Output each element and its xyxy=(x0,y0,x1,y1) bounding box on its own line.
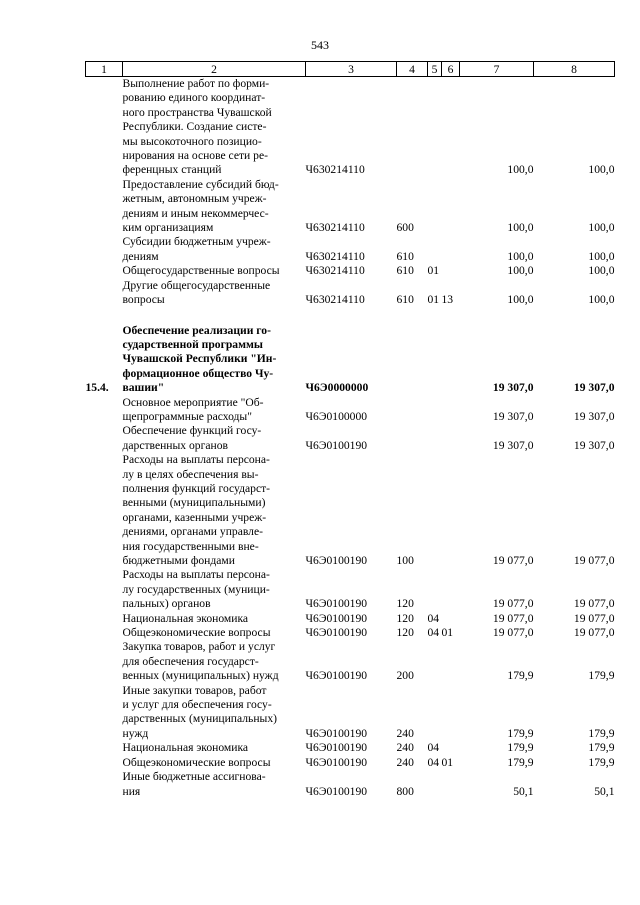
expense-type: 600 xyxy=(396,221,414,235)
row-number xyxy=(86,77,123,178)
table-body xyxy=(86,77,615,799)
subsection-code xyxy=(442,453,460,568)
header-col-4: 4 xyxy=(397,62,428,77)
table-row xyxy=(86,424,615,453)
target-article-code: Ч6Э0100190 xyxy=(305,597,368,611)
subsection-code xyxy=(442,568,460,611)
amount-col-7: 100,0 xyxy=(507,264,534,278)
row-name-line: ким организациям xyxy=(122,221,214,235)
row-name-line: вашии" xyxy=(122,381,165,395)
row-number xyxy=(86,235,123,264)
amount-col-7: 19 307,0 xyxy=(492,409,534,423)
expense-type xyxy=(397,77,428,178)
row-number xyxy=(86,640,123,683)
amount-col-8: 19 307,0 xyxy=(573,409,615,423)
row-name-line: щепрограммные расходы" xyxy=(122,409,252,423)
subsection-code xyxy=(442,235,460,264)
row-name-line: Расходы на выплаты персона- xyxy=(122,453,270,467)
amount-col-7: 179,9 xyxy=(507,726,534,740)
section-code xyxy=(428,77,442,178)
amount-col-8: 100,0 xyxy=(588,249,615,263)
row-name-line: Общеэкономические вопросы xyxy=(122,626,271,640)
table-row xyxy=(86,770,615,799)
expense-type xyxy=(397,324,428,396)
table-row xyxy=(86,568,615,611)
target-article-code: Ч6Э0100190 xyxy=(305,554,368,567)
row-name-line: ния xyxy=(122,784,141,798)
table-row xyxy=(86,279,615,308)
subsection-code xyxy=(442,77,460,178)
section-code xyxy=(428,178,442,236)
row-name-line: Общегосударственные вопросы xyxy=(122,264,280,278)
table-row xyxy=(86,77,615,178)
target-article-code: Ч6Э0100190 xyxy=(305,626,368,640)
row-name-line: ференцных станций xyxy=(122,163,222,177)
subsection-code xyxy=(442,640,460,683)
row-name xyxy=(123,684,306,742)
row-name-line: венными (муниципальными) xyxy=(122,496,266,510)
subsection-code xyxy=(442,770,460,799)
header-col-5: 5 xyxy=(428,62,442,77)
row-name xyxy=(123,626,306,640)
section-code: 01 xyxy=(427,264,440,278)
row-name-line: формационное общество Чу- xyxy=(122,366,274,380)
table-row xyxy=(86,396,615,425)
amount-col-7: 100,0 xyxy=(507,249,534,263)
target-article-code: Ч630214110 xyxy=(305,221,365,235)
subsection-code xyxy=(442,396,460,425)
table-header-row xyxy=(86,62,615,77)
amount-col-8: 19 307,0 xyxy=(573,438,615,452)
amount-col-7: 50,1 xyxy=(513,784,534,798)
row-name-line: дарственных органов xyxy=(122,438,228,452)
section-code: 04 xyxy=(427,626,440,640)
section-code xyxy=(428,453,442,568)
row-name xyxy=(123,424,306,453)
row-name-line: Обеспечение реализации го- xyxy=(122,323,271,337)
row-name-line: лу в целях обеспечения вы- xyxy=(122,467,259,481)
expense-type: 240 xyxy=(396,755,414,769)
row-number xyxy=(86,626,123,640)
row-name-line: Республики. Создание систе- xyxy=(122,120,267,134)
row-name-line: Иные закупки товаров, работ xyxy=(122,683,267,697)
row-name xyxy=(123,612,306,626)
row-number xyxy=(86,612,123,626)
expense-type: 100 xyxy=(396,554,414,567)
row-name-line: жетным, автономным учреж- xyxy=(122,192,267,206)
row-number xyxy=(86,279,123,308)
row-number xyxy=(86,178,123,236)
amount-col-8: 19 077,0 xyxy=(573,597,615,611)
section-code xyxy=(428,396,442,425)
row-name-line: дарственных (муниципальных) xyxy=(122,712,277,726)
table-row xyxy=(86,235,615,264)
row-name-line: Расходы на выплаты персона- xyxy=(122,568,270,582)
target-article-code: Ч6Э0100190 xyxy=(305,438,368,452)
row-number xyxy=(86,756,123,770)
row-name xyxy=(123,279,306,308)
amount-col-7: 179,9 xyxy=(507,755,534,769)
row-name xyxy=(123,178,306,236)
row-name xyxy=(123,453,306,568)
row-name-line: нирования на основе сети ре- xyxy=(122,149,268,163)
amount-col-7: 19 307,0 xyxy=(492,438,534,452)
amount-col-8: 19 077,0 xyxy=(573,611,615,625)
subsection-code: 01 xyxy=(441,755,454,769)
target-article-code: Ч6Э0000000 xyxy=(305,381,369,395)
row-name-line: лу государственных (муници- xyxy=(122,582,270,596)
section-code xyxy=(428,568,442,611)
row-name-line: Национальная экономика xyxy=(122,741,249,755)
header-col-3: 3 xyxy=(306,62,397,77)
header-col-8: 8 xyxy=(534,62,615,77)
row-name-line: органами, казенными учреж- xyxy=(122,510,267,524)
row-name xyxy=(123,756,306,770)
row-name-line: Национальная экономика xyxy=(122,611,249,625)
amount-col-8: 19 307,0 xyxy=(573,381,615,395)
table-row xyxy=(86,324,615,396)
header-col-7: 7 xyxy=(460,62,534,77)
section-code: 04 xyxy=(427,755,440,769)
row-name-line: дениям xyxy=(122,249,159,263)
amount-col-7: 179,9 xyxy=(507,741,534,755)
row-name xyxy=(123,396,306,425)
row-name-line: рованию единого координат- xyxy=(122,91,266,105)
amount-col-8: 100,0 xyxy=(588,264,615,278)
expense-type xyxy=(397,396,428,425)
row-name xyxy=(123,770,306,799)
target-article-code: Ч6Э0100190 xyxy=(305,741,368,755)
subsection-code xyxy=(442,612,460,626)
subsection-code xyxy=(442,178,460,236)
row-number xyxy=(86,770,123,799)
row-name-line: сударственной программы xyxy=(122,337,263,351)
section-code: 01 xyxy=(427,293,440,307)
subsection-code: 13 xyxy=(441,293,454,307)
expense-type: 240 xyxy=(396,726,414,740)
row-name-line: и услуг для обеспечения госу- xyxy=(122,698,272,712)
row-name-line: Иные бюджетные ассигнова- xyxy=(122,770,266,784)
amount-col-7: 19 077,0 xyxy=(492,611,534,625)
row-name-line: Основное мероприятие "Об- xyxy=(122,395,264,409)
table-row xyxy=(86,178,615,236)
expense-type: 120 xyxy=(396,626,414,640)
amount-col-8: 100,0 xyxy=(588,163,615,177)
row-name-line: пальных) органов xyxy=(122,597,211,611)
table-row xyxy=(86,453,615,568)
row-name xyxy=(123,741,306,755)
table-row xyxy=(86,264,615,278)
target-article-code: Ч6Э0100000 xyxy=(305,409,368,423)
row-number xyxy=(86,741,123,755)
row-name-line: дениями, органами управле- xyxy=(122,525,263,539)
spacer-row xyxy=(86,308,615,324)
expense-type: 800 xyxy=(396,784,414,798)
amount-col-7: 100,0 xyxy=(507,221,534,235)
target-article-code: Ч630214110 xyxy=(305,163,365,177)
amount-col-8: 100,0 xyxy=(588,221,615,235)
target-article-code: Ч6Э0100190 xyxy=(305,669,368,683)
row-name-line: полнения функций государст- xyxy=(122,481,271,495)
row-name xyxy=(123,264,306,278)
amount-col-7: 19 077,0 xyxy=(492,597,534,611)
target-article-code: Ч6Э0100190 xyxy=(305,755,368,769)
amount-col-8: 179,9 xyxy=(588,669,615,683)
row-name-line: Субсидии бюджетным учреж- xyxy=(122,235,271,249)
section-code xyxy=(428,770,442,799)
row-name-line: венных (муниципальных) нужд xyxy=(122,669,279,683)
row-name xyxy=(123,640,306,683)
expense-type: 240 xyxy=(396,741,414,755)
expense-type: 610 xyxy=(396,249,414,263)
row-number xyxy=(86,424,123,453)
section-code xyxy=(428,424,442,453)
section-code xyxy=(428,235,442,264)
expense-type: 120 xyxy=(396,611,414,625)
row-number xyxy=(86,453,123,568)
target-article-code: Ч630214110 xyxy=(305,293,365,307)
row-name xyxy=(123,77,306,178)
amount-col-8: 50,1 xyxy=(594,784,615,798)
row-name-line: Закупка товаров, работ и услуг xyxy=(122,640,276,654)
row-name-line: дениям и иным некоммерчес- xyxy=(122,206,269,220)
row-name xyxy=(123,324,306,396)
subsection-code: 01 xyxy=(441,626,454,640)
amount-col-8: 100,0 xyxy=(588,293,615,307)
target-article-code: Ч6Э0100190 xyxy=(305,784,368,798)
header-col-6: 6 xyxy=(442,62,460,77)
table-row xyxy=(86,612,615,626)
row-name-line: Обеспечение функций госу- xyxy=(122,424,262,438)
row-name-line: Чувашской Республики "Ин- xyxy=(122,352,277,366)
amount-col-7: 19 307,0 xyxy=(492,381,534,395)
expense-type: 610 xyxy=(396,293,414,307)
row-name-line: ного пространства Чувашской xyxy=(122,105,272,119)
amount-col-7: 100,0 xyxy=(507,163,534,177)
section-code: 04 xyxy=(427,611,440,625)
row-name-line: бюджетными фондами xyxy=(122,554,235,567)
section-code xyxy=(428,324,442,396)
row-name-line: Общеэкономические вопросы xyxy=(122,755,271,769)
row-name-line: ния государственными вне- xyxy=(122,539,259,553)
row-name-line: Выполнение работ по форми- xyxy=(122,77,270,90)
table-row xyxy=(86,684,615,742)
section-code xyxy=(428,640,442,683)
section-code: 04 xyxy=(427,741,440,755)
row-number xyxy=(86,568,123,611)
row-name-line: нужд xyxy=(122,726,149,740)
row-name-line: Предоставление субсидий бюд- xyxy=(122,177,279,191)
row-name-line: для обеспечения государст- xyxy=(122,654,259,668)
target-article-code: Ч630214110 xyxy=(305,264,365,278)
row-number xyxy=(86,396,123,425)
expense-type: 200 xyxy=(396,669,414,683)
target-article-code: Ч6Э0100190 xyxy=(305,726,368,740)
header-col-2: 2 xyxy=(123,62,306,77)
row-name xyxy=(123,568,306,611)
amount-col-8: 179,9 xyxy=(588,726,615,740)
amount-col-8: 19 077,0 xyxy=(573,554,615,567)
section-code xyxy=(428,684,442,742)
row-name-line: мы высокоточного позицио- xyxy=(122,134,262,148)
row-number xyxy=(86,264,123,278)
row-number: 15.4. xyxy=(85,381,109,395)
target-article-code: Ч630214110 xyxy=(305,249,365,263)
row-name-line: Другие общегосударственные xyxy=(122,278,271,292)
row-name xyxy=(123,235,306,264)
page-number: 543 xyxy=(311,38,329,52)
subsection-code xyxy=(442,684,460,742)
budget-table xyxy=(85,61,615,799)
amount-col-7: 179,9 xyxy=(507,669,534,683)
table-row xyxy=(86,626,615,640)
table-row xyxy=(86,756,615,770)
target-article-code: Ч6Э0100190 xyxy=(305,611,368,625)
amount-col-7: 19 077,0 xyxy=(492,626,534,640)
amount-col-7: 100,0 xyxy=(507,293,534,307)
table-row xyxy=(86,640,615,683)
subsection-code xyxy=(442,741,460,755)
amount-col-8: 179,9 xyxy=(588,741,615,755)
table-row xyxy=(86,741,615,755)
subsection-code xyxy=(442,324,460,396)
expense-type xyxy=(397,424,428,453)
row-number xyxy=(86,684,123,742)
subsection-code xyxy=(442,424,460,453)
expense-type: 120 xyxy=(396,597,414,611)
amount-col-8: 19 077,0 xyxy=(573,626,615,640)
row-name-line: вопросы xyxy=(122,293,165,307)
subsection-code xyxy=(442,264,460,278)
amount-col-8: 179,9 xyxy=(588,755,615,769)
expense-type: 610 xyxy=(396,264,414,278)
header-col-1: 1 xyxy=(86,62,123,77)
amount-col-7: 19 077,0 xyxy=(492,554,534,567)
